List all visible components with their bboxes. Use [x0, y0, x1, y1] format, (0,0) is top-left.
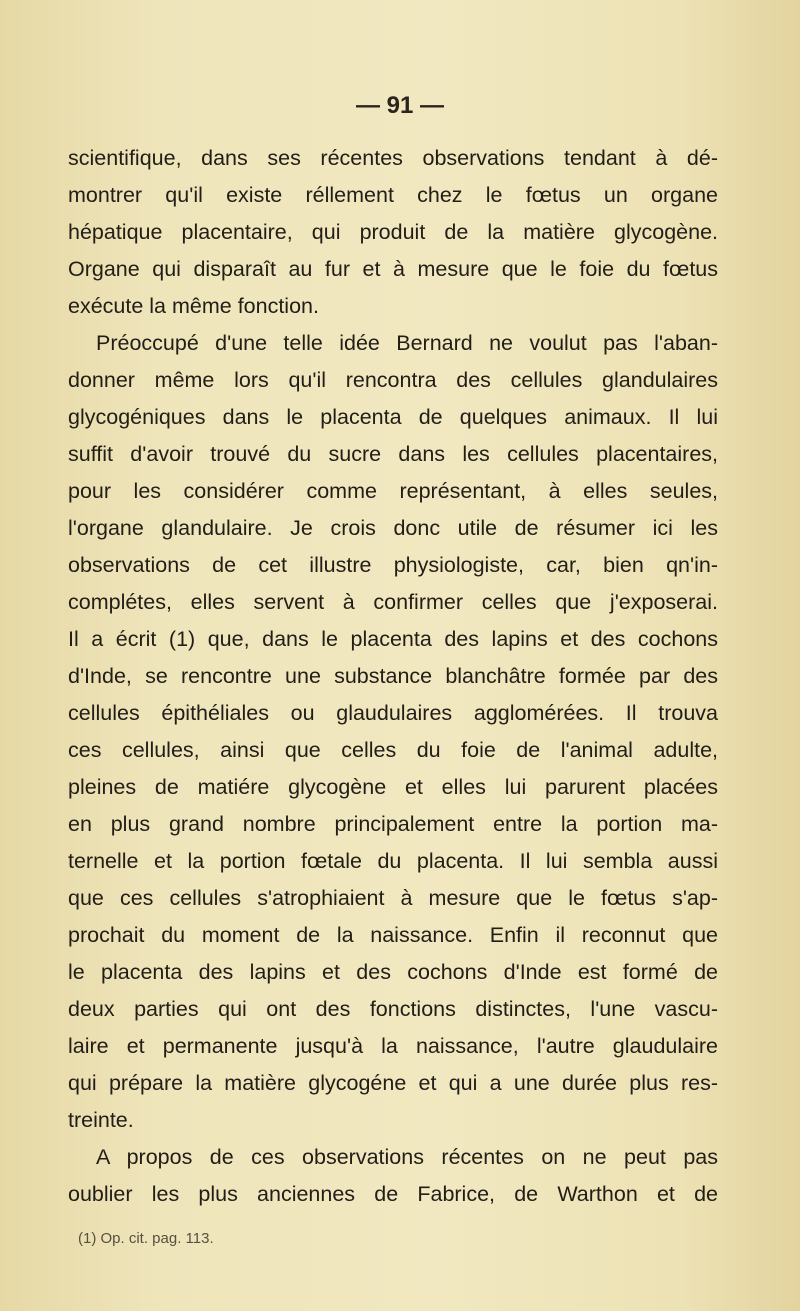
text-line: pour les considérer comme représentant, à elles seules, [68, 479, 718, 503]
text-line: scientifique, dans ses récentes observations tendant à dé- [68, 146, 718, 170]
text-line: exécute la même fonction. [68, 294, 319, 318]
text-line: complétes, elles servent à confirmer celles que j'exposerai. [68, 590, 718, 614]
text-line: en plus grand nombre principalement entre la portion ma- [68, 812, 718, 836]
text-line: hépatique placentaire, qui produit de la matière glycogène. [68, 220, 718, 244]
text-line: l'organe glandulaire. Je crois donc utile de résumer ici les [68, 516, 718, 540]
text-line: Préoccupé d'une telle idée Bernard ne voulut pas l'aban- [96, 331, 718, 355]
text-line: d'Inde, se rencontre une substance blanchâtre formée par des [68, 664, 718, 688]
text-line: ternelle et la portion fœtale du placenta. Il lui sembla aussi [68, 849, 718, 873]
text-line: ces cellules, ainsi que celles du foie de l'animal adulte, [68, 738, 718, 762]
text-line: deux parties qui ont des fonctions distinctes, l'une vascu- [68, 997, 718, 1021]
text-line: Il a écrit (1) que, dans le placenta des lapins et des cochons [68, 627, 718, 651]
text-line: suffit d'avoir trouvé du sucre dans les cellules placentaires, [68, 442, 718, 466]
text-line: que ces cellules s'atrophiaient à mesure que le fœtus s'ap- [68, 886, 718, 910]
text-line: glycogéniques dans le placenta de quelques animaux. Il lui [68, 405, 718, 429]
text-line: cellules épithéliales ou glaudulaires agglomérées. Il trouva [68, 701, 718, 725]
text-line: treinte. [68, 1108, 134, 1132]
text-line: le placenta des lapins et des cochons d'Inde est formé de [68, 960, 718, 984]
text-line: laire et permanente jusqu'à la naissance, l'autre glaudulaire [68, 1034, 718, 1058]
text-line: oublier les plus anciennes de Fabrice, de Warthon et de [68, 1182, 718, 1206]
page-number: — 91 — [355, 92, 445, 119]
text-line: pleines de matiére glycogène et elles lui parurent placées [68, 775, 718, 799]
footnote: (1) Op. cit. pag. 113. [78, 1230, 214, 1247]
text-line: A propos de ces observations récentes on ne peut pas [96, 1145, 718, 1169]
text-line: prochait du moment de la naissance. Enfin il reconnut que [68, 923, 718, 947]
text-line: observations de cet illustre physiologiste, car, bien qn'in- [68, 553, 718, 577]
text-line: donner même lors qu'il rencontra des cellules glandulaires [68, 368, 718, 392]
text-line: Organe qui disparaît au fur et à mesure que le foie du fœtus [68, 257, 718, 281]
text-line: montrer qu'il existe réllement chez le fœtus un organe [68, 183, 718, 207]
text-line: qui prépare la matière glycogéne et qui a une durée plus res- [68, 1071, 718, 1095]
